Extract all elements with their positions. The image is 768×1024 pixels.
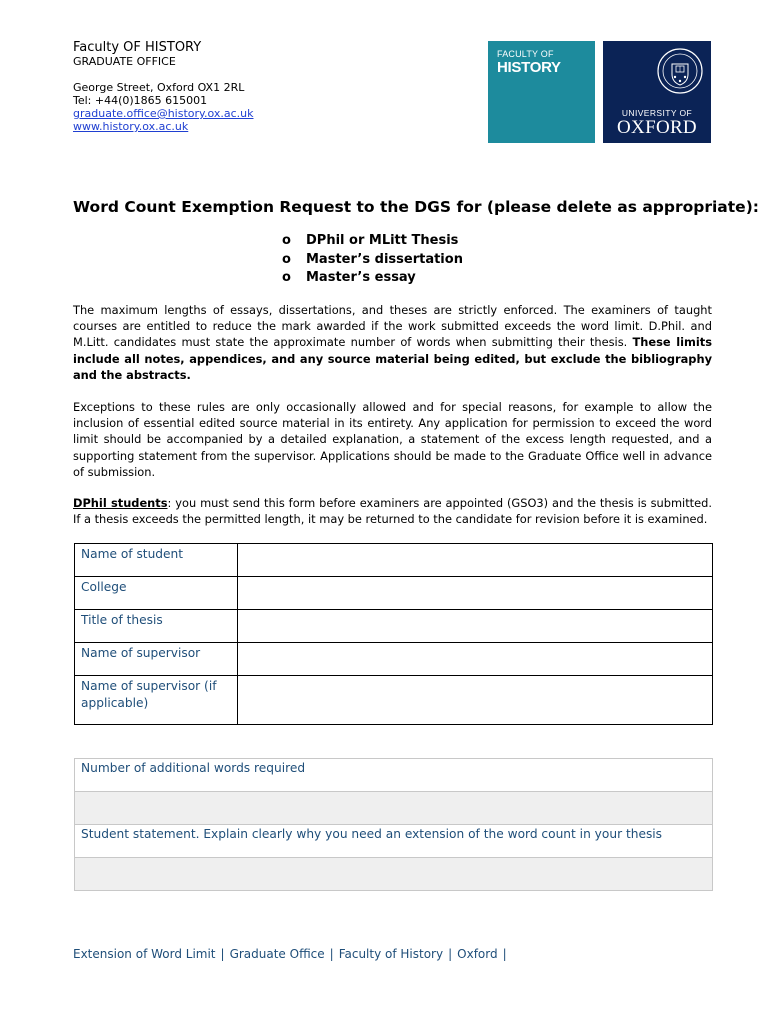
footer-item: Oxford	[457, 947, 498, 961]
paragraph-bold-text: These limits include all notes, appendices, and any source material being edited, but exclude the bibliography and the abstracts.	[73, 335, 712, 382]
student-details-table	[74, 543, 713, 725]
table-row	[75, 676, 713, 725]
office-header	[73, 40, 254, 133]
email-link[interactable]: graduate.office@history.ox.ac.uk	[73, 107, 254, 120]
name-of-supervisor-field[interactable]	[238, 643, 713, 676]
logo-faculty-of-text: FACULTY OF	[497, 49, 554, 59]
table-row	[75, 825, 713, 858]
table-row	[75, 577, 713, 610]
label-student-statement: Student statement. Explain clearly why you need an extension of the word count in your thesis	[75, 825, 713, 858]
faculty-of-history-logo	[488, 41, 595, 143]
option-dphil-mlitt[interactable]	[282, 232, 463, 251]
table-row	[75, 792, 713, 825]
option-label: DPhil or MLitt Thesis	[306, 233, 459, 248]
exceptions-paragraph: Exceptions to these rules are only occasionally allowed and for special reasons, for example to allow the inclusion of essential edited source material in its entirety. Any application for permission to exceed the word limit should be accompanied by a detailed explanation, a statement of the excess length requested, and a supporting statement from the supervisor. Applications should be made to the Graduate Office well in advance of submission.	[73, 400, 712, 479]
option-masters-dissertation[interactable]	[282, 251, 463, 270]
footer-item: Faculty of History	[338, 947, 444, 961]
paragraph-text: : you must send this form before examiners are appointed (GSO3) and the thesis is submitted. If a thesis exceeds the permitted length, it may be returned to the candidate for revision before it is examined.	[73, 496, 713, 527]
extension-details-table	[74, 758, 713, 891]
label-name-of-student: Name of student	[75, 544, 238, 577]
table-row	[75, 544, 713, 577]
logo-history-text: HISTORY	[497, 59, 561, 76]
table-row	[75, 610, 713, 643]
page-title: Word Count Exemption Request to the DGS for (please delete as appropriate):	[73, 198, 759, 216]
label-title-of-thesis: Title of thesis	[75, 610, 238, 643]
name-of-student-field[interactable]	[238, 544, 713, 577]
dphil-students-lead: DPhil students	[73, 496, 168, 510]
word-limit-paragraph	[73, 302, 712, 383]
university-of-oxford-logo	[603, 41, 711, 143]
paragraph-text: The maximum lengths of essays, dissertations, and theses are strictly enforced. The examiners of taught courses are entitled to reduce the mark awarded if the work submitted exceeds the word limit. D.Phil. and M.Litt. candidates must state the approximate number of words when submitting their thesis.	[73, 303, 712, 350]
table-row	[75, 759, 713, 792]
faculty-name: Faculty OF HISTORY	[73, 40, 202, 55]
request-type-options	[282, 232, 463, 288]
table-row	[75, 643, 713, 676]
option-label: Master’s essay	[306, 270, 416, 285]
student-statement-field[interactable]	[75, 858, 713, 891]
label-additional-words: Number of additional words required	[75, 759, 713, 792]
table-row	[75, 858, 713, 891]
page-footer: Extension of Word Limit | Graduate Office | Faculty of History | Oxford |	[73, 947, 507, 961]
logo-oxford-text: OXFORD	[617, 117, 697, 138]
oxford-crest-icon	[655, 46, 705, 98]
college-field[interactable]	[238, 577, 713, 610]
telephone: Tel: +44(0)1865 615001	[73, 94, 208, 107]
bullet-icon: o	[282, 251, 291, 267]
option-label: Master’s dissertation	[306, 251, 463, 267]
website-link[interactable]: www.history.ox.ac.uk	[73, 120, 189, 133]
bullet-icon: o	[282, 270, 291, 285]
footer-item: Graduate Office	[229, 947, 325, 961]
label-college: College	[75, 577, 238, 610]
title-of-thesis-field[interactable]	[238, 610, 713, 643]
option-masters-essay[interactable]	[282, 269, 463, 288]
office-name: GRADUATE OFFICE	[73, 55, 176, 68]
additional-words-field[interactable]	[75, 792, 713, 825]
address: George Street, Oxford OX1 2RL	[73, 81, 245, 94]
label-name-of-supervisor: Name of supervisor	[75, 643, 238, 676]
name-of-second-supervisor-field[interactable]	[238, 676, 713, 725]
dphil-students-paragraph	[73, 495, 712, 527]
bullet-icon: o	[282, 233, 291, 248]
label-name-of-second-supervisor: Name of supervisor (if applicable)	[75, 676, 238, 725]
logo-university-of-text: UNIVERSITY OF	[621, 108, 693, 118]
footer-item: Extension of Word Limit	[73, 947, 216, 961]
